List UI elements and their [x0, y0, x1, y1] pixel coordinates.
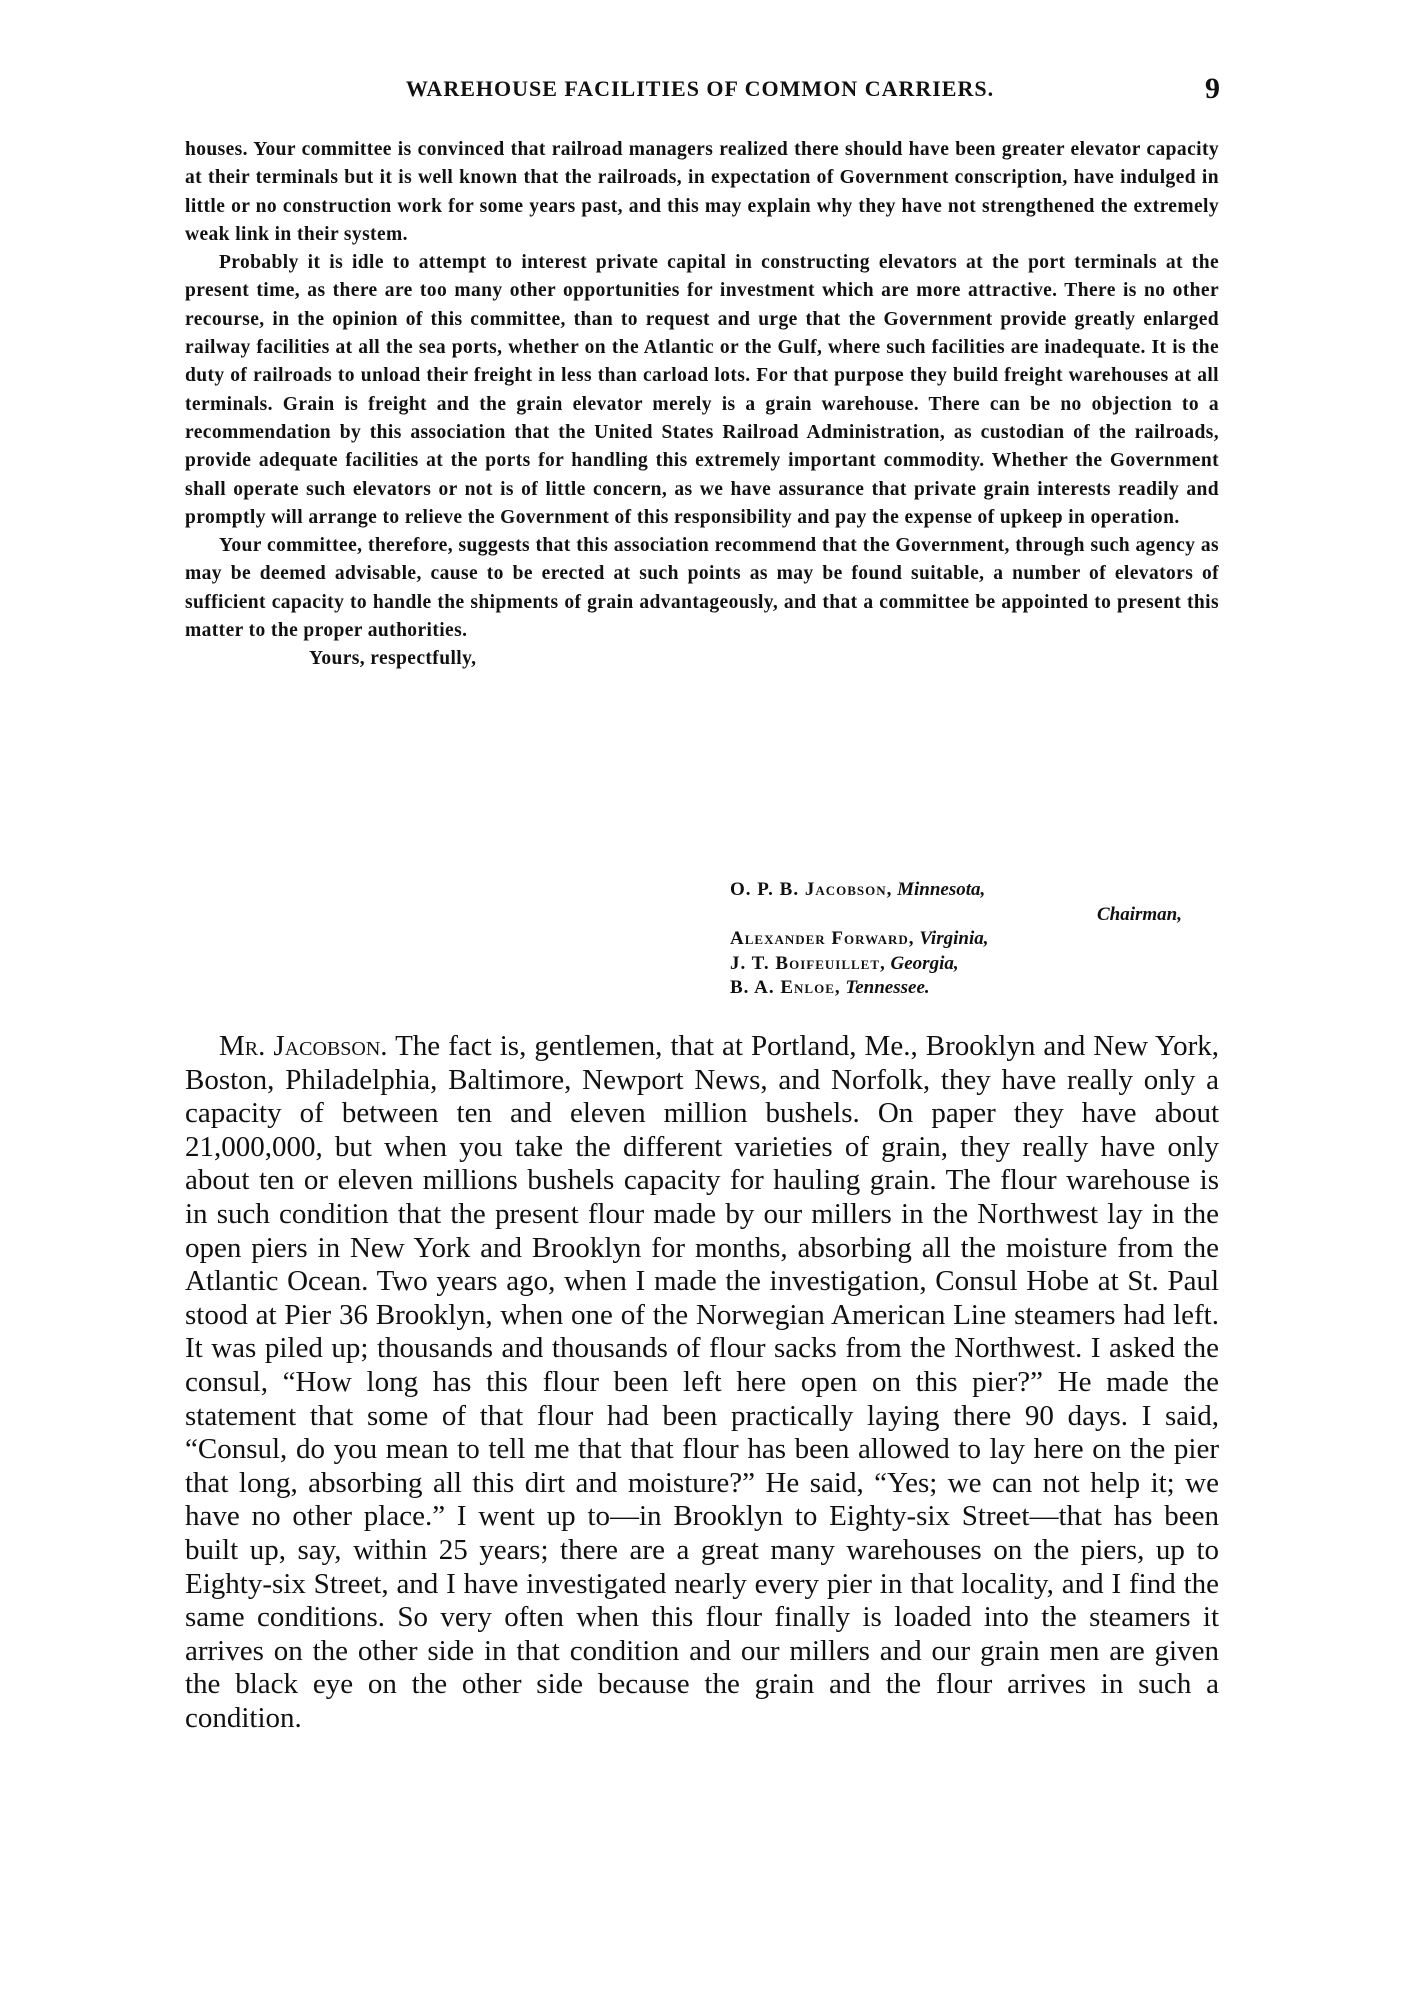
report-closing: Yours, respectfully, — [309, 648, 477, 670]
signatory-name: B. A. Enloe, — [730, 977, 841, 998]
running-title: WAREHOUSE FACILITIES OF COMMON CARRIERS. — [405, 76, 995, 101]
signatory — [730, 952, 1200, 977]
testimony — [185, 1030, 1219, 1735]
signature-block — [730, 878, 1200, 1001]
signatory — [730, 878, 1200, 903]
speaker-name: Mr. Jacobson. — [219, 1030, 388, 1062]
report-paragraph-3: Your committee, therefore, suggests that this association recommend that the Government, through such agency as may be deemed advisable, cause to be erected at such points as may be found suitable, a number of elevators of sufficient capacity to handle the shipments of grain advantageously, and that a committee be appointed to present this matter to the proper authorities. — [185, 535, 1219, 642]
signatory — [730, 976, 1200, 1001]
signatory-state: Georgia, — [890, 952, 959, 974]
signatory-state: Minnesota, — [897, 879, 986, 900]
report-paragraph-1: houses. Your committee is convinced that railroad managers realized there should have been greater elevator capacity at their terminals but it is well known that the railroads, in expectation of Government conscription, have indulged in little or no construction work for some years past, and this may explain why they have not strengthened the extremely weak link in their system. — [185, 139, 1219, 245]
signatory — [730, 927, 1200, 952]
signatory-role: Chairman, — [1096, 903, 1182, 925]
signatory-state: Tennessee. — [845, 977, 930, 998]
signatory-name: O. P. B. Jacobson, — [730, 879, 893, 900]
signatory-name: J. T. Boifeuillet, — [730, 952, 886, 974]
signatory-name: Alexander Forward, — [730, 928, 915, 949]
report-paragraph-2: Probably it is idle to attempt to interest private capital in constructing elevators at the port terminals at the present time, as there are too many other opportunities for investment which are more attractive. There is no other recourse, in the opinion of this committee, than to request and urge that the Government provide greatly enlarged railway facilities at all the sea ports, whether on the Atlantic or the Gulf, where such facilities are inadequate. It is the duty of railroads to unload their freight in less than carload lots. For that purpose they build freight warehouses at all terminals. Grain is freight and the grain elevator merely is a grain warehouse. There can be no objection to a recommendation by this association that the United States Railroad Administration, as custodian of the railroads, provide adequate facilities at the ports for handling this extremely important commodity. Whether the Government shall operate such elevators or not is of little concern, as we have assurance that private grain interests readily and promptly will arrange to relieve the Government of this responsibility and pay the expense of upkeep in operation. — [185, 252, 1219, 528]
committee-report — [185, 136, 1219, 674]
page-number: 9 — [1205, 72, 1220, 105]
signatory-state: Virginia, — [919, 928, 989, 949]
testimony-paragraph — [185, 1030, 1219, 1735]
testimony-text: The fact is, gentlemen, that at Portland, Me., Brooklyn and New York, Boston, Philadelphia, Baltimore, Newport News, and Norfolk, they have really only a capacity of between ten and eleven million bushels. On paper they have about 21,000,000, but when you take the different varieties of grain, they really have only about ten or eleven millions bushels capacity for hauling grain. The flour warehouse is in such condition that the present flour made by our millers in the Northwest lay in the open piers in New York and Brooklyn for months, absorbing all the moisture from the Atlantic Ocean. Two years ago, when I made the investigation, Consul Hobe at St. Paul stood at Pier 36 Brooklyn, when one of the Norwegian American Line steamers had left. It was piled up; thousands and thousands of flour sacks from the Northwest. I asked the consul, “How long has this flour been left here open on this pier?” He made the statement that some of that flour had been practically laying there 90 days. I said, “Consul, do you mean to tell me that that flour has been allowed to lay here on the pier that long, absorbing all this dirt and moisture?” He said, “Yes; we can not help it; we have no other place.” I went up to—in Brooklyn to Eighty-six Street—that has been built up, say, within 25 years; there are a great many warehouses on the piers, up to Eighty-six Street, and I have investigated nearly every pier in that locality, and I find the same conditions. So very often when this flour finally is loaded into the steamers it arrives on the other side in that condition and our millers and our grain men are given the black eye on the other side because the grain and the flour arrives in such a condition. — [185, 1030, 1219, 1734]
running-head — [180, 72, 1220, 112]
